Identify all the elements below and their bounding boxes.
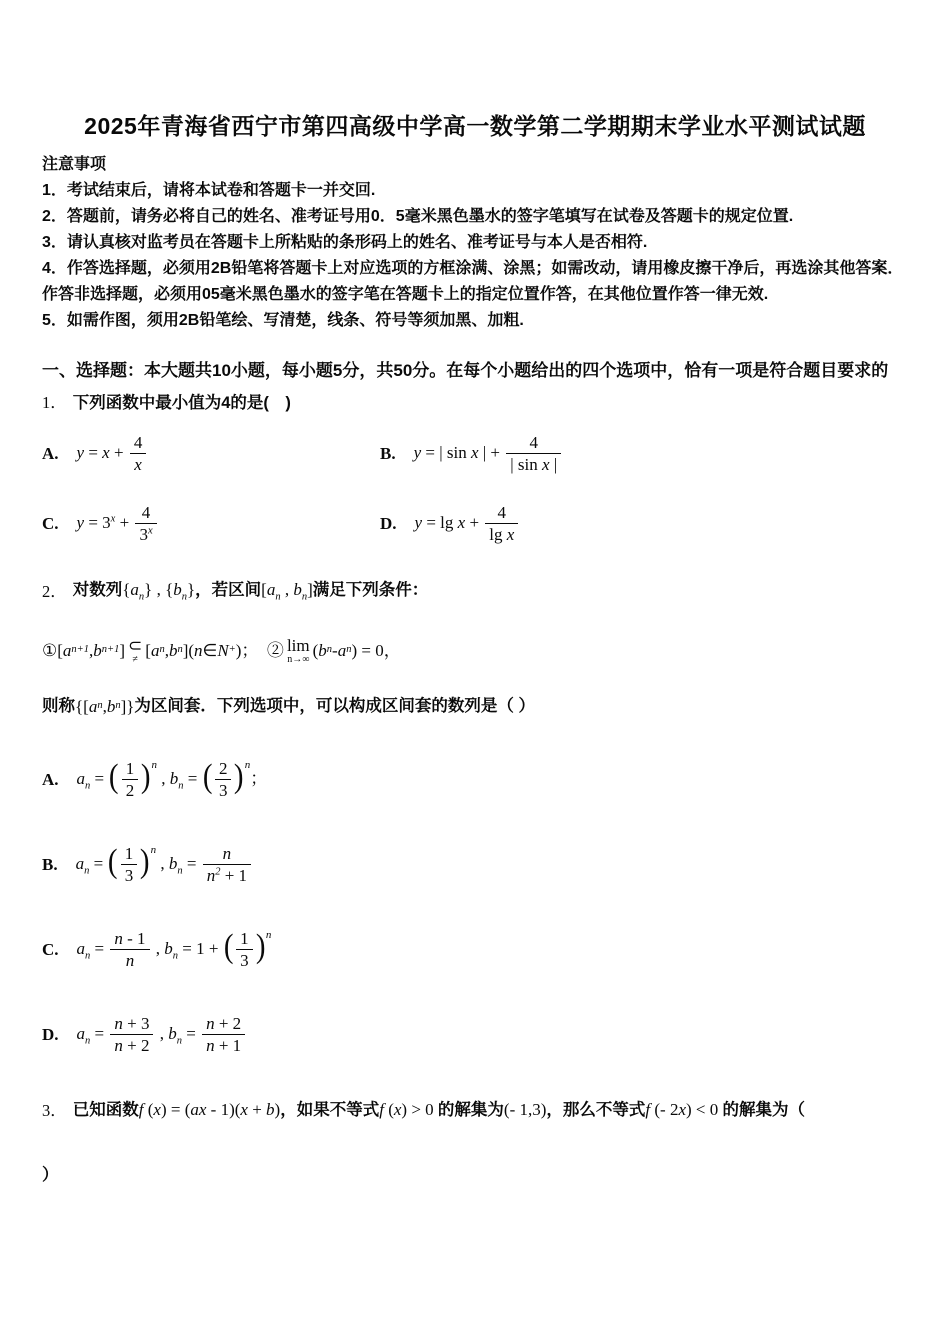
notice-heading: 注意事项 [42, 155, 107, 173]
question-1 [42, 390, 908, 553]
question-text: 下列函数中最小值为4的是( ) [72, 393, 291, 412]
question-number: 3． [42, 1100, 67, 1120]
option-d [380, 495, 908, 553]
option-b [380, 425, 908, 483]
notice-item: 4．作答选择题，必须用2B铅笔将答题卡上对应选项的方框涂满、涂黑；如需改动，请用橡皮擦干净后，再选涂其他答案．作答非选择题，必须用05毫米黑色墨水的签字笔在答题卡上的指定位置作答，在其他位置作答一律无效. [42, 259, 904, 303]
option-a [42, 425, 380, 483]
question-2 [42, 571, 908, 1067]
question-number: 2． [42, 581, 67, 601]
option-formula: y = lg x + $\frac{4}{\text{lg x}}$ [415, 503, 521, 545]
option-label: B. [42, 854, 58, 874]
question-text-continued: 则称 {[ a n , b n ]} 为区间套．下列选项中，可以构成区间套的数列是（ ） [42, 696, 535, 716]
option-label: C. [42, 513, 59, 533]
question-3 [42, 1091, 908, 1185]
option-formula: $a_n$ = $\frac{n - 1}{n}$ , $b_n = 1$ + ( $\frac{1}{3}$ )$^n$ [76, 928, 272, 971]
notice-item: 1．考试结束后，请将本试卷和答题卡一并交回. [42, 181, 376, 199]
option-c [42, 495, 380, 553]
option-formula: y = | sin x | + $\frac{4}{\text{| sin x |}}$ [414, 433, 564, 475]
option-label: C. [42, 939, 59, 959]
option-formula: $y = 3^x$ + $\frac{4}{3^x}$ [77, 503, 159, 545]
option-label: A. [42, 769, 59, 789]
section-heading: 一、选择题：本大题共10小题，每小题5分，共50分。在每个小题给出的四个选项中，恰有一项是符合题目要求的 [42, 360, 889, 380]
option-a [42, 748, 908, 812]
option-label: D. [42, 1024, 59, 1044]
question-stem [42, 390, 908, 417]
question-stem [42, 571, 908, 613]
question-text: 对数列$\{a_n\}$ , $\{b_n\}$，若区间[$a_n$ , $b_n$]满足下列条件： [72, 579, 429, 603]
option-label: A. [42, 443, 59, 463]
option-label: D. [380, 513, 397, 533]
options-grid [42, 425, 908, 553]
option-d [42, 1003, 908, 1067]
notice-item: 2．答题前，请务必将自己的姓名、准考证号用0．5毫米黑色墨水的签字笔填写在试卷及答题卡的规定位置. [42, 207, 794, 225]
option-b [42, 833, 908, 897]
question-conditions: ①[ a n+1 , b n+1 ] ⊂ ≠ [ a n , b n ]( n ∈ N + )； ② lim n→∞ ( b n - a n ) = 0， [42, 635, 401, 665]
option-label: B. [380, 443, 396, 463]
option-c [42, 918, 908, 982]
notice-item: 3．请认真核对监考员在答题卡上所粘贴的条形码上的姓名、准考证号与本人是否相符. [42, 233, 648, 251]
option-formula: y = x + $\frac{4}{x}$ [77, 433, 149, 475]
page-title: 2025年青海省西宁市第四高级中学高一数学第二学期期末学业水平测试试题 [84, 113, 866, 139]
question-text: 已知函数f (x) = (ax - 1)(x + b)，如果不等式f (x) > 0 的解集为(- 1,3)，那么不等式f (- 2x) < 0 的解集为（ [72, 1100, 806, 1120]
option-formula: $a_n$ = ( $\frac{1}{2}$ )$^n$ , $b_n$ = ( $\frac{2}{3}$ )$^n$； [76, 758, 268, 801]
option-formula: $a_n$ = $\frac{n + 3}{n + 2}$ , $b_n$ = $\frac{n + 2}{n + 1}$ [77, 1014, 248, 1056]
question-stem [42, 1091, 908, 1131]
option-formula: $a_n$ = ( $\frac{1}{3}$ )$^n$ , $b_n$ = $\frac{n}{n^2 + 1}$ [76, 844, 253, 886]
notice-item: 5．如需作图，须用2B铅笔绘、写清楚，线条、符号等须加黑、加粗. [42, 311, 524, 329]
question-close-paren: ） [42, 1165, 59, 1184]
notice-section [42, 152, 908, 334]
question-number: 1． [42, 392, 67, 412]
